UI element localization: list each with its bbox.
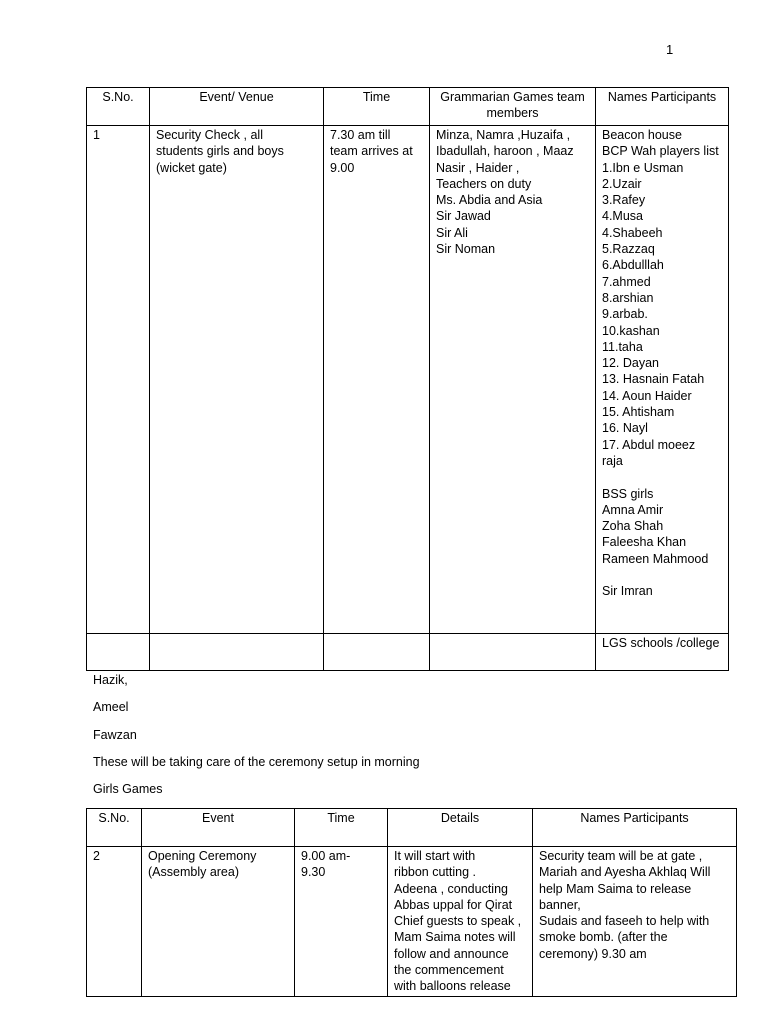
schedule-table-girls-games (86, 808, 737, 997)
header-details: Details (388, 809, 533, 847)
cell-sno: 2 (87, 847, 142, 997)
cell-names-participants: LGS schools /college (596, 634, 729, 671)
cell-time: 7.30 am till team arrives at 9.00 (324, 126, 430, 634)
table-row (87, 847, 737, 997)
cell-sno: 1 (87, 126, 150, 634)
header-sno: S.No. (87, 809, 142, 847)
header-event: Event (142, 809, 295, 847)
cell-event: Opening Ceremony (Assembly area) (142, 847, 295, 997)
helper-name-fawzan: Fawzan (93, 728, 137, 742)
cell-sno (87, 634, 150, 671)
helper-name-ameel: Ameel (93, 700, 129, 714)
header-event-venue: Event/ Venue (150, 88, 324, 126)
header-sno: S.No. (87, 88, 150, 126)
header-team-members: Grammarian Games team members (430, 88, 596, 126)
table-header-row (87, 88, 729, 126)
cell-names-participants: Security team will be at gate , Mariah and Ayesha Akhlaq Will help Mam Saima to release banner, Sudais and faseeh to help with smoke bomb. (after the ceremony) 9.30 am (533, 847, 737, 997)
cell-team-members (430, 634, 596, 671)
schedule-table-security (86, 87, 729, 671)
helper-name-hazik: Hazik, (93, 673, 128, 687)
table-row (87, 634, 729, 671)
header-time: Time (324, 88, 430, 126)
header-names-participants: Names Participants (533, 809, 737, 847)
header-time: Time (295, 809, 388, 847)
cell-time (324, 634, 430, 671)
cell-details: It will start with ribbon cutting . Adeena , conducting Abbas uppal for Qirat Chief guests to speak , Mam Saima notes will follow and announce the commencement with balloons release (388, 847, 533, 997)
setup-note: These will be taking care of the ceremony setup in morning (93, 755, 420, 769)
cell-event-venue: Security Check , all students girls and boys (wicket gate) (150, 126, 324, 634)
page-number: 1 (666, 42, 674, 57)
section-heading-girls-games: Girls Games (93, 782, 163, 796)
cell-event-venue (150, 634, 324, 671)
table-row (87, 126, 729, 634)
cell-team-members: Minza, Namra ,Huzaifa , Ibadullah, haroon , Maaz Nasir , Haider , Teachers on duty Ms. Abdia and Asia Sir Jawad Sir Ali Sir Noman (430, 126, 596, 634)
cell-time: 9.00 am- 9.30 (295, 847, 388, 997)
header-names-participants: Names Participants (596, 88, 729, 126)
table-header-row (87, 809, 737, 847)
cell-names-participants: Beacon house BCP Wah players list 1.Ibn e Usman 2.Uzair 3.Rafey 4.Musa 4.Shabeeh 5.Razzaq 6.Abdulllah 7.ahmed 8.arshian 9.arbab. 10.kashan 11.taha 12. Dayan 13. Hasnain Fatah 14. Aoun Haider 15. Ahtisham 16. Nayl 17. Abdul moeez raja BSS girls Amna Amir Zoha Shah Faleesha Khan Rameen Mahmood Sir Imran (596, 126, 729, 634)
